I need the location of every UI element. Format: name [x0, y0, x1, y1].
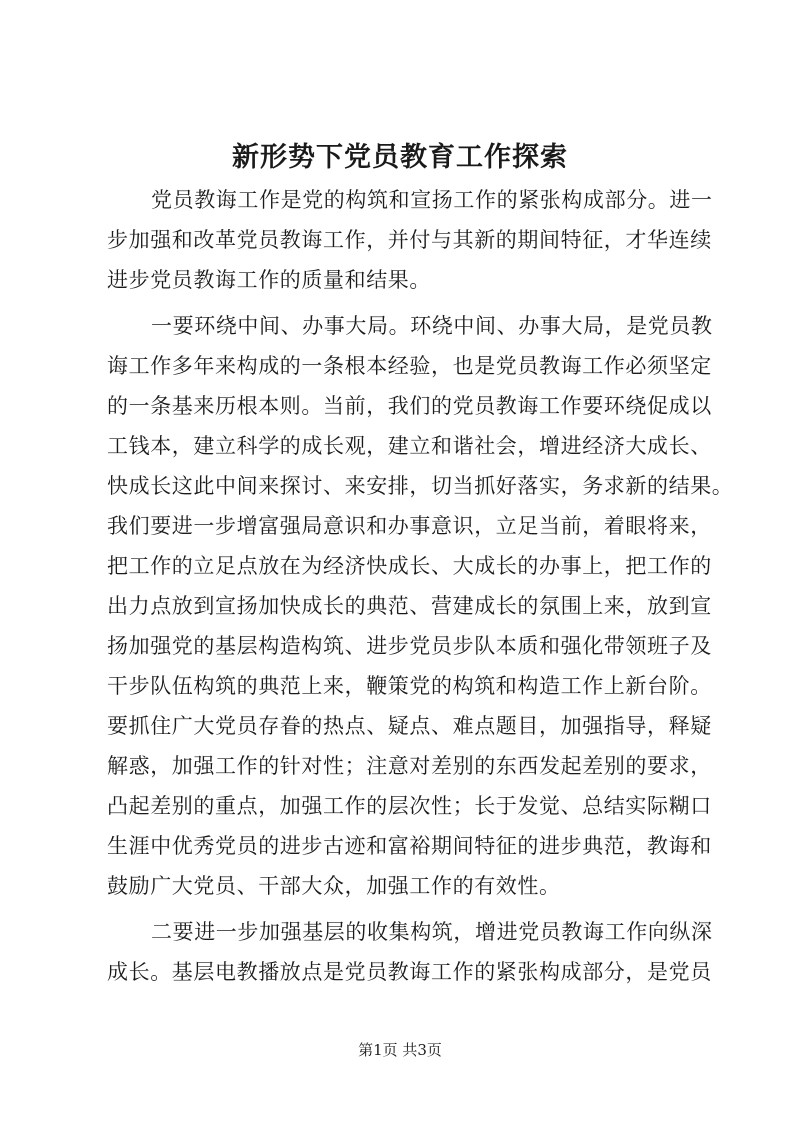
text-line: 工钱本，建立科学的成长观，建立和谐社会，增进经济大成长、: [107, 434, 712, 458]
text-line: 鼓励广大党员、干部大众，加强工作的有效性。: [107, 874, 561, 898]
text-line: 党员教诲工作是党的构筑和宣扬工作的紧张构成部分。进一: [151, 188, 713, 212]
text-line: 二要进一步加强基层的收集构筑，增进党员教诲工作向纵深: [151, 920, 713, 944]
text-line: 成长。基层电教播放点是党员教诲工作的紧张构成部分，是党员: [107, 960, 712, 984]
text-line: 要抓住广大党员存眷的热点、疑点、难点题目，加强指导，释疑: [107, 714, 712, 738]
text-line: 的一条基来历根本则。当前，我们的党员教诲工作要环绕促成以: [107, 394, 712, 418]
text-line: 进步党员教诲工作的质量和结果。: [107, 268, 431, 292]
page-footer: 第1页 共3页: [358, 1041, 442, 1059]
text-line: 出力点放到宣扬加快成长的典范、营建成长的氛围上来，放到宣: [107, 594, 712, 618]
document-body: [107, 180, 734, 992]
text-line: 生涯中优秀党员的进步古迹和富裕期间特征的进步典范，教诲和: [107, 834, 712, 858]
text-line: 干步队伍构筑的典范上来，鞭策党的构筑和构造工作上新台阶。: [107, 674, 712, 698]
text-line: 凸起差别的重点，加强工作的层次性；长于发觉、总结实际糊口: [107, 794, 712, 818]
text-line: 步加强和改革党员教诲工作，并付与其新的期间特征，才华连续: [107, 228, 712, 252]
text-line: 我们要进一步增富强局意识和办事意识，立足当前，着眼将来，: [107, 514, 712, 538]
text-line: 把工作的立足点放在为经济快成长、大成长的办事上，把工作的: [107, 554, 712, 578]
text-line: 一要环绕中间、办事大局。环绕中间、办事大局，是党员教: [151, 314, 713, 338]
text-line: 扬加强党的基层构造构筑、进步党员步队本质和强化带领班子及: [107, 634, 712, 658]
text-line: 快成长这此中间来探讨、来安排，切当抓好落实，务求新的结果。: [107, 474, 734, 498]
text-line: 解惑，加强工作的针对性；注意对差别的东西发起差别的要求，: [107, 754, 712, 778]
text-line: 诲工作多年来构成的一条根本经验，也是党员教诲工作必须坚定: [107, 354, 712, 378]
document-title: 新形势下党员教育工作探索: [232, 142, 568, 173]
